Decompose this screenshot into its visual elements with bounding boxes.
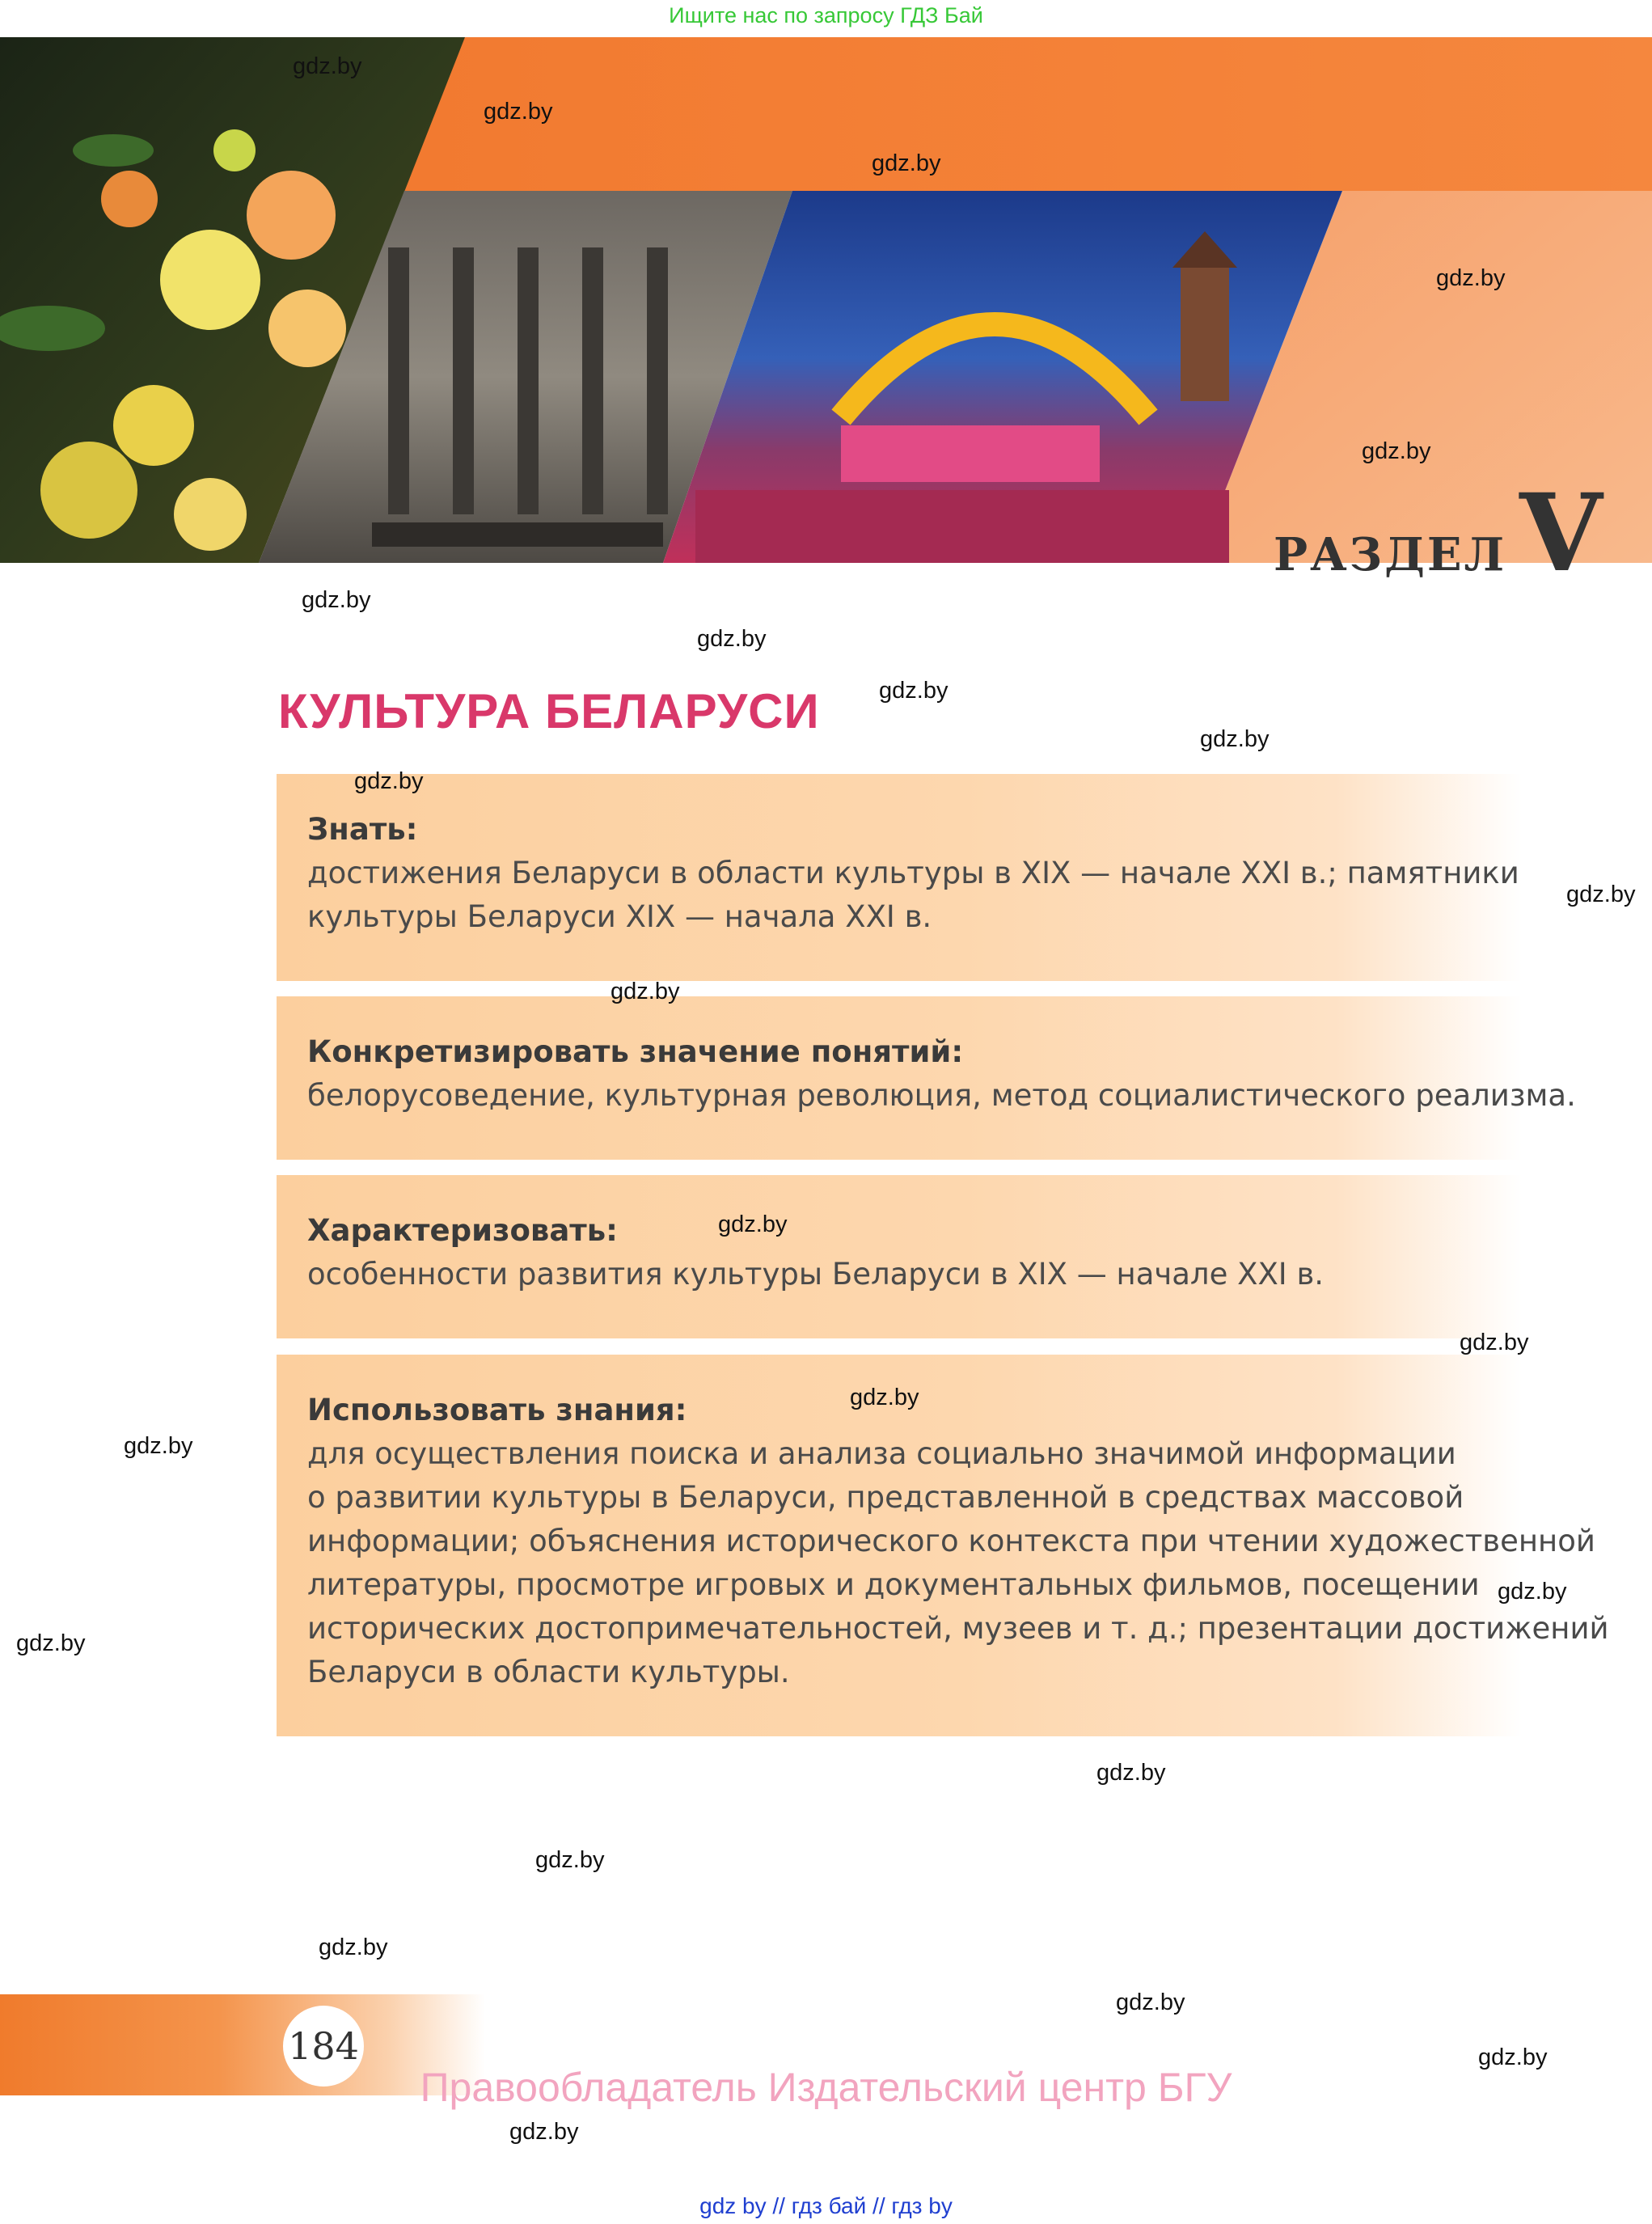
- watermark: gdz.by: [850, 1385, 919, 1410]
- watermark: gdz.by: [1116, 1989, 1185, 2015]
- box-line: литературы, просмотре игровых и документальных фильмов, посещении: [307, 1567, 1480, 1602]
- box-line: для осуществления поиска и анализа социально значимой информации: [307, 1436, 1456, 1471]
- watermark: gdz.by: [872, 150, 941, 176]
- watermark: gdz.by: [1096, 1760, 1166, 1786]
- watermark: gdz.by: [718, 1211, 788, 1237]
- section-number: V: [1519, 471, 1603, 596]
- objective-box-characterize: [277, 1175, 1522, 1338]
- watermark: gdz.by: [535, 1847, 605, 1873]
- section-label: [1274, 471, 1603, 596]
- box-line: белорусоведение, культурная революция, метод социалистического реализма.: [307, 1078, 1576, 1113]
- box-text: [307, 1253, 1491, 1296]
- copyright-notice: Правообладатель Издательский центр БГУ: [420, 2065, 1232, 2110]
- watermark: gdz.by: [1460, 1330, 1529, 1355]
- watermark: gdz.by: [509, 2119, 579, 2145]
- watermark: gdz.by: [879, 678, 949, 704]
- box-line: исторических достопримечательностей, музеев и т. д.; презентации достижений: [307, 1611, 1609, 1646]
- watermark: gdz.by: [1478, 2044, 1548, 2070]
- box-text: [307, 852, 1519, 939]
- watermark: gdz.by: [354, 768, 424, 794]
- box-line: о развитии культуры в Беларуси, представленной в средствах массовой: [307, 1480, 1464, 1515]
- watermark: gdz.by: [611, 979, 680, 1004]
- watermark: gdz.by: [16, 1630, 86, 1656]
- section-word: РАЗДЕЛ: [1274, 528, 1507, 581]
- box-line: Беларуси в области культуры.: [307, 1655, 790, 1689]
- box-line: информации; объяснения исторического контекста при чтении художественной: [307, 1524, 1595, 1558]
- bottom-links[interactable]: gdz by // гдз бай // гдз by: [699, 2193, 953, 2218]
- watermark: gdz.by: [302, 587, 371, 613]
- section-banner: [0, 37, 1652, 596]
- box-heading: Использовать знания:: [307, 1393, 687, 1427]
- watermark: gdz.by: [1436, 265, 1506, 291]
- watermark: gdz.by: [124, 1433, 193, 1459]
- watermark: gdz.by: [293, 53, 362, 79]
- box-heading: Знать:: [307, 812, 418, 847]
- watermark: gdz.by: [1498, 1579, 1567, 1605]
- watermark: gdz.by: [1200, 726, 1270, 752]
- box-heading: Характеризовать:: [307, 1213, 618, 1248]
- box-line: культуры Беларуси XIX — начала XXI в.: [307, 899, 932, 934]
- watermark: gdz.by: [319, 1934, 388, 1960]
- page-number: 184: [288, 2024, 359, 2068]
- objective-box-know: [277, 774, 1522, 981]
- watermark: gdz.by: [697, 626, 767, 652]
- watermark: gdz.by: [1362, 438, 1431, 464]
- box-line: особенности развития культуры Беларуси в XIX — начале XXI в.: [307, 1257, 1325, 1292]
- box-text: [307, 1074, 1576, 1118]
- watermark: gdz.by: [1566, 882, 1636, 907]
- box-heading: Конкретизировать значение понятий:: [307, 1034, 964, 1069]
- page-title: КУЛЬТУРА БЕЛАРУСИ: [278, 684, 820, 738]
- top-notice: Ищите нас по запросу ГДЗ Бай: [669, 3, 983, 27]
- objective-box-concepts: [277, 996, 1576, 1160]
- watermark: gdz.by: [484, 99, 553, 125]
- box-line: достижения Беларуси в области культуры в XIX — начале XXI в.; памятники: [307, 856, 1519, 890]
